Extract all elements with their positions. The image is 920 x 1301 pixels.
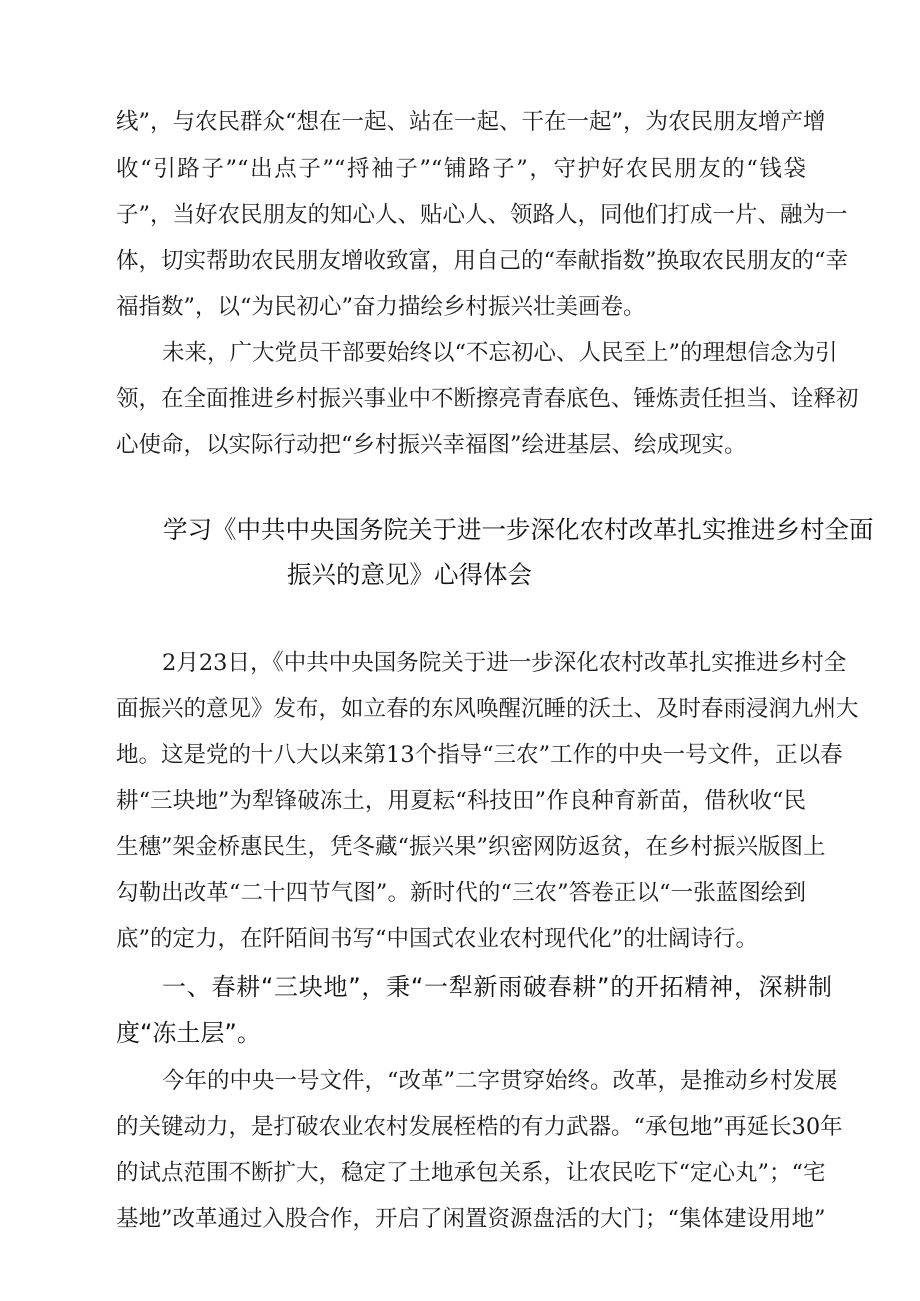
paragraph-line: 今年的中央一号文件，“改革”二字贯穿始终。改革，是推动乡村发展: [162, 1068, 838, 1094]
paragraph-line: 底”的定力，在阡陌间书写“中国式农业农村现代化”的壮阔诗行。: [116, 926, 759, 952]
paragraph-line: 生穗”架金桥惠民生，凭冬藏“振兴果”织密网防返贫，在乡村振兴版图上: [116, 834, 826, 860]
paragraph-line: 子”，当好农民朋友的知心人、贴心人、领路人，同他们打成一片、融为一: [116, 202, 848, 228]
paragraph-line: 福指数”，以“为民初心”奋力描绘乡村振兴壮美画卷。: [116, 294, 646, 320]
paragraph-line: 的试点范围不断扩大，稳定了土地承包关系，让农民吃下“定心丸”；“宅: [116, 1160, 826, 1186]
paragraph-line: 耕“三块地”为犁锋破冻土，用夏耘“科技田”作良种育新苗，借秋收“民: [116, 788, 806, 814]
paragraph-line: 面振兴的意见》发布，如立春的东风唤醒沉睡的沃土、及时春雨浸润九州大: [116, 696, 859, 722]
paragraph-line: 领，在全面推进乡村振兴事业中不断擦亮青春底色、锤炼责任担当、诠释初: [116, 386, 859, 412]
paragraph-line: 2月23日，《中共中央国务院关于进一步深化农村改革扎实推进乡村全: [162, 650, 847, 676]
article-title-line-1: 学习《中共中央国务院关于进一步深化农村改革扎实推进乡村全面: [163, 515, 874, 544]
paragraph-line: 勾勒出改革“二十四节气图”。新时代的“三农”答卷正以“一张蓝图绘到: [116, 880, 806, 906]
paragraph-line: 的关键动力，是打破农业农村发展桎梏的有力武器。“承包地”再延长30年: [116, 1114, 843, 1140]
paragraph-line: 地。这是党的十八大以来第13个指导“三农”工作的中央一号文件，正以春: [116, 742, 843, 768]
paragraph-line: 未来，广大党员干部要始终以“不忘初心、人民至上”的理想信念为引: [162, 340, 838, 366]
article-title-line-2: 振兴的意见》心得体会: [287, 560, 532, 589]
paragraph-line: 体，切实帮助农民朋友增收致富，用自己的“奉献指数”换取农民朋友的“幸: [116, 248, 849, 274]
paragraph-line: 心使命，以实际行动把“乡村振兴幸福图”绘进基层、绘成现实。: [116, 432, 747, 458]
section-heading-line-2: 度“冻土层”。: [116, 1019, 261, 1047]
paragraph-line: 收“引路子”“出点子”“捋袖子”“铺路子”，守护好农民朋友的“钱袋: [116, 156, 806, 182]
paragraph-line: 线”，与农民群众“想在一起、站在一起、干在一起”，为农民朋友增产增: [116, 109, 826, 135]
paragraph-line: 基地”改革通过入股合作，开启了闲置资源盘活的大门；“集体建设用地”: [116, 1206, 826, 1232]
section-heading-line-1: 一、春耕“三块地”，秉“一犁新雨破春耕”的开拓精神，深耕制: [162, 973, 832, 1001]
